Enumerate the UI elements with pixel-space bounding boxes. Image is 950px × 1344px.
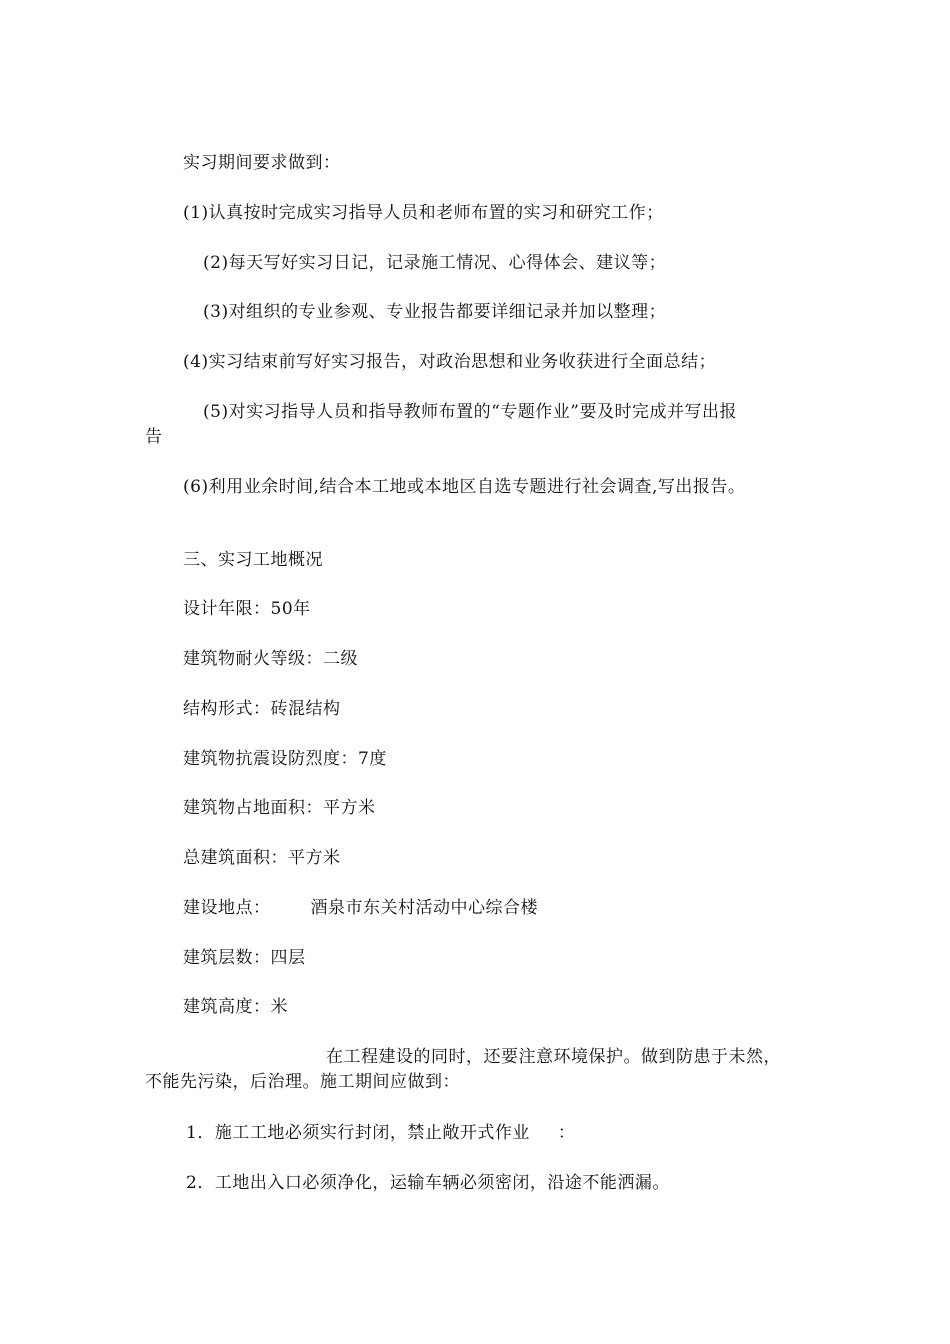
environment-paragraph-line-1: 在工程建设的同时，还要注意环境保护。做到防患于未然， [326, 1047, 781, 1067]
site-building-height: 建筑高度：米 [183, 997, 288, 1017]
requirement-item-6: (6)利用业余时间,结合本工地或本地区自选专题进行社会调查,写出报告。 [183, 477, 746, 497]
environment-item-1 [186, 1122, 575, 1144]
requirement-item-2: (2)每天写好实习日记，记录施工情况、心得体会、建议等； [203, 253, 667, 273]
requirement-item-3: (3)对组织的专业参观、专业报告都要详细记录并加以整理； [203, 302, 667, 322]
site-location-value: 酒泉市东关村活动中心综合楼 [310, 898, 538, 918]
site-design-life: 设计年限：50年 [183, 599, 311, 619]
environment-item-2 [186, 1172, 670, 1194]
requirement-item-5-line-2: 告 [145, 427, 163, 447]
site-fire-rating: 建筑物耐火等级：二级 [183, 649, 358, 669]
site-total-area: 总建筑面积：平方米 [183, 848, 341, 868]
requirement-item-1: (1)认真按时完成实习指导人员和老师布置的实习和研究工作； [183, 203, 664, 223]
site-location-label: 建设地点： [183, 898, 271, 918]
environment-item-1-number: 1． [186, 1123, 215, 1143]
environment-item-1-text: 施工工地必须实行封闭，禁止敞开式作业 [214, 1123, 530, 1143]
requirement-item-5-line-1: (5)对实习指导人员和指导教师布置的“专题作业”要及时完成并写出报 [203, 402, 737, 422]
site-location [183, 897, 538, 919]
site-seismic-rating: 建筑物抗震设防烈度：7度 [183, 749, 387, 769]
site-section-heading: 三、实习工地概况 [183, 550, 323, 570]
environment-item-2-number: 2． [186, 1173, 215, 1193]
environment-item-1-tail: ： [557, 1123, 576, 1143]
requirements-heading: 实习期间要求做到： [183, 153, 341, 173]
site-footprint-area: 建筑物占地面积：平方米 [183, 798, 376, 818]
site-floor-count: 建筑层数：四层 [183, 948, 306, 968]
site-structure-type: 结构形式：砖混结构 [183, 699, 341, 719]
environment-item-2-text: 工地出入口必须净化，运输车辆必须密闭，沿途不能洒漏。 [214, 1173, 670, 1193]
requirement-item-4: (4)实习结束前写好实习报告，对政治思想和业务收获进行全面总结； [183, 352, 717, 372]
environment-paragraph-line-2: 不能先污染，后治理。施工期间应做到： [145, 1072, 460, 1092]
